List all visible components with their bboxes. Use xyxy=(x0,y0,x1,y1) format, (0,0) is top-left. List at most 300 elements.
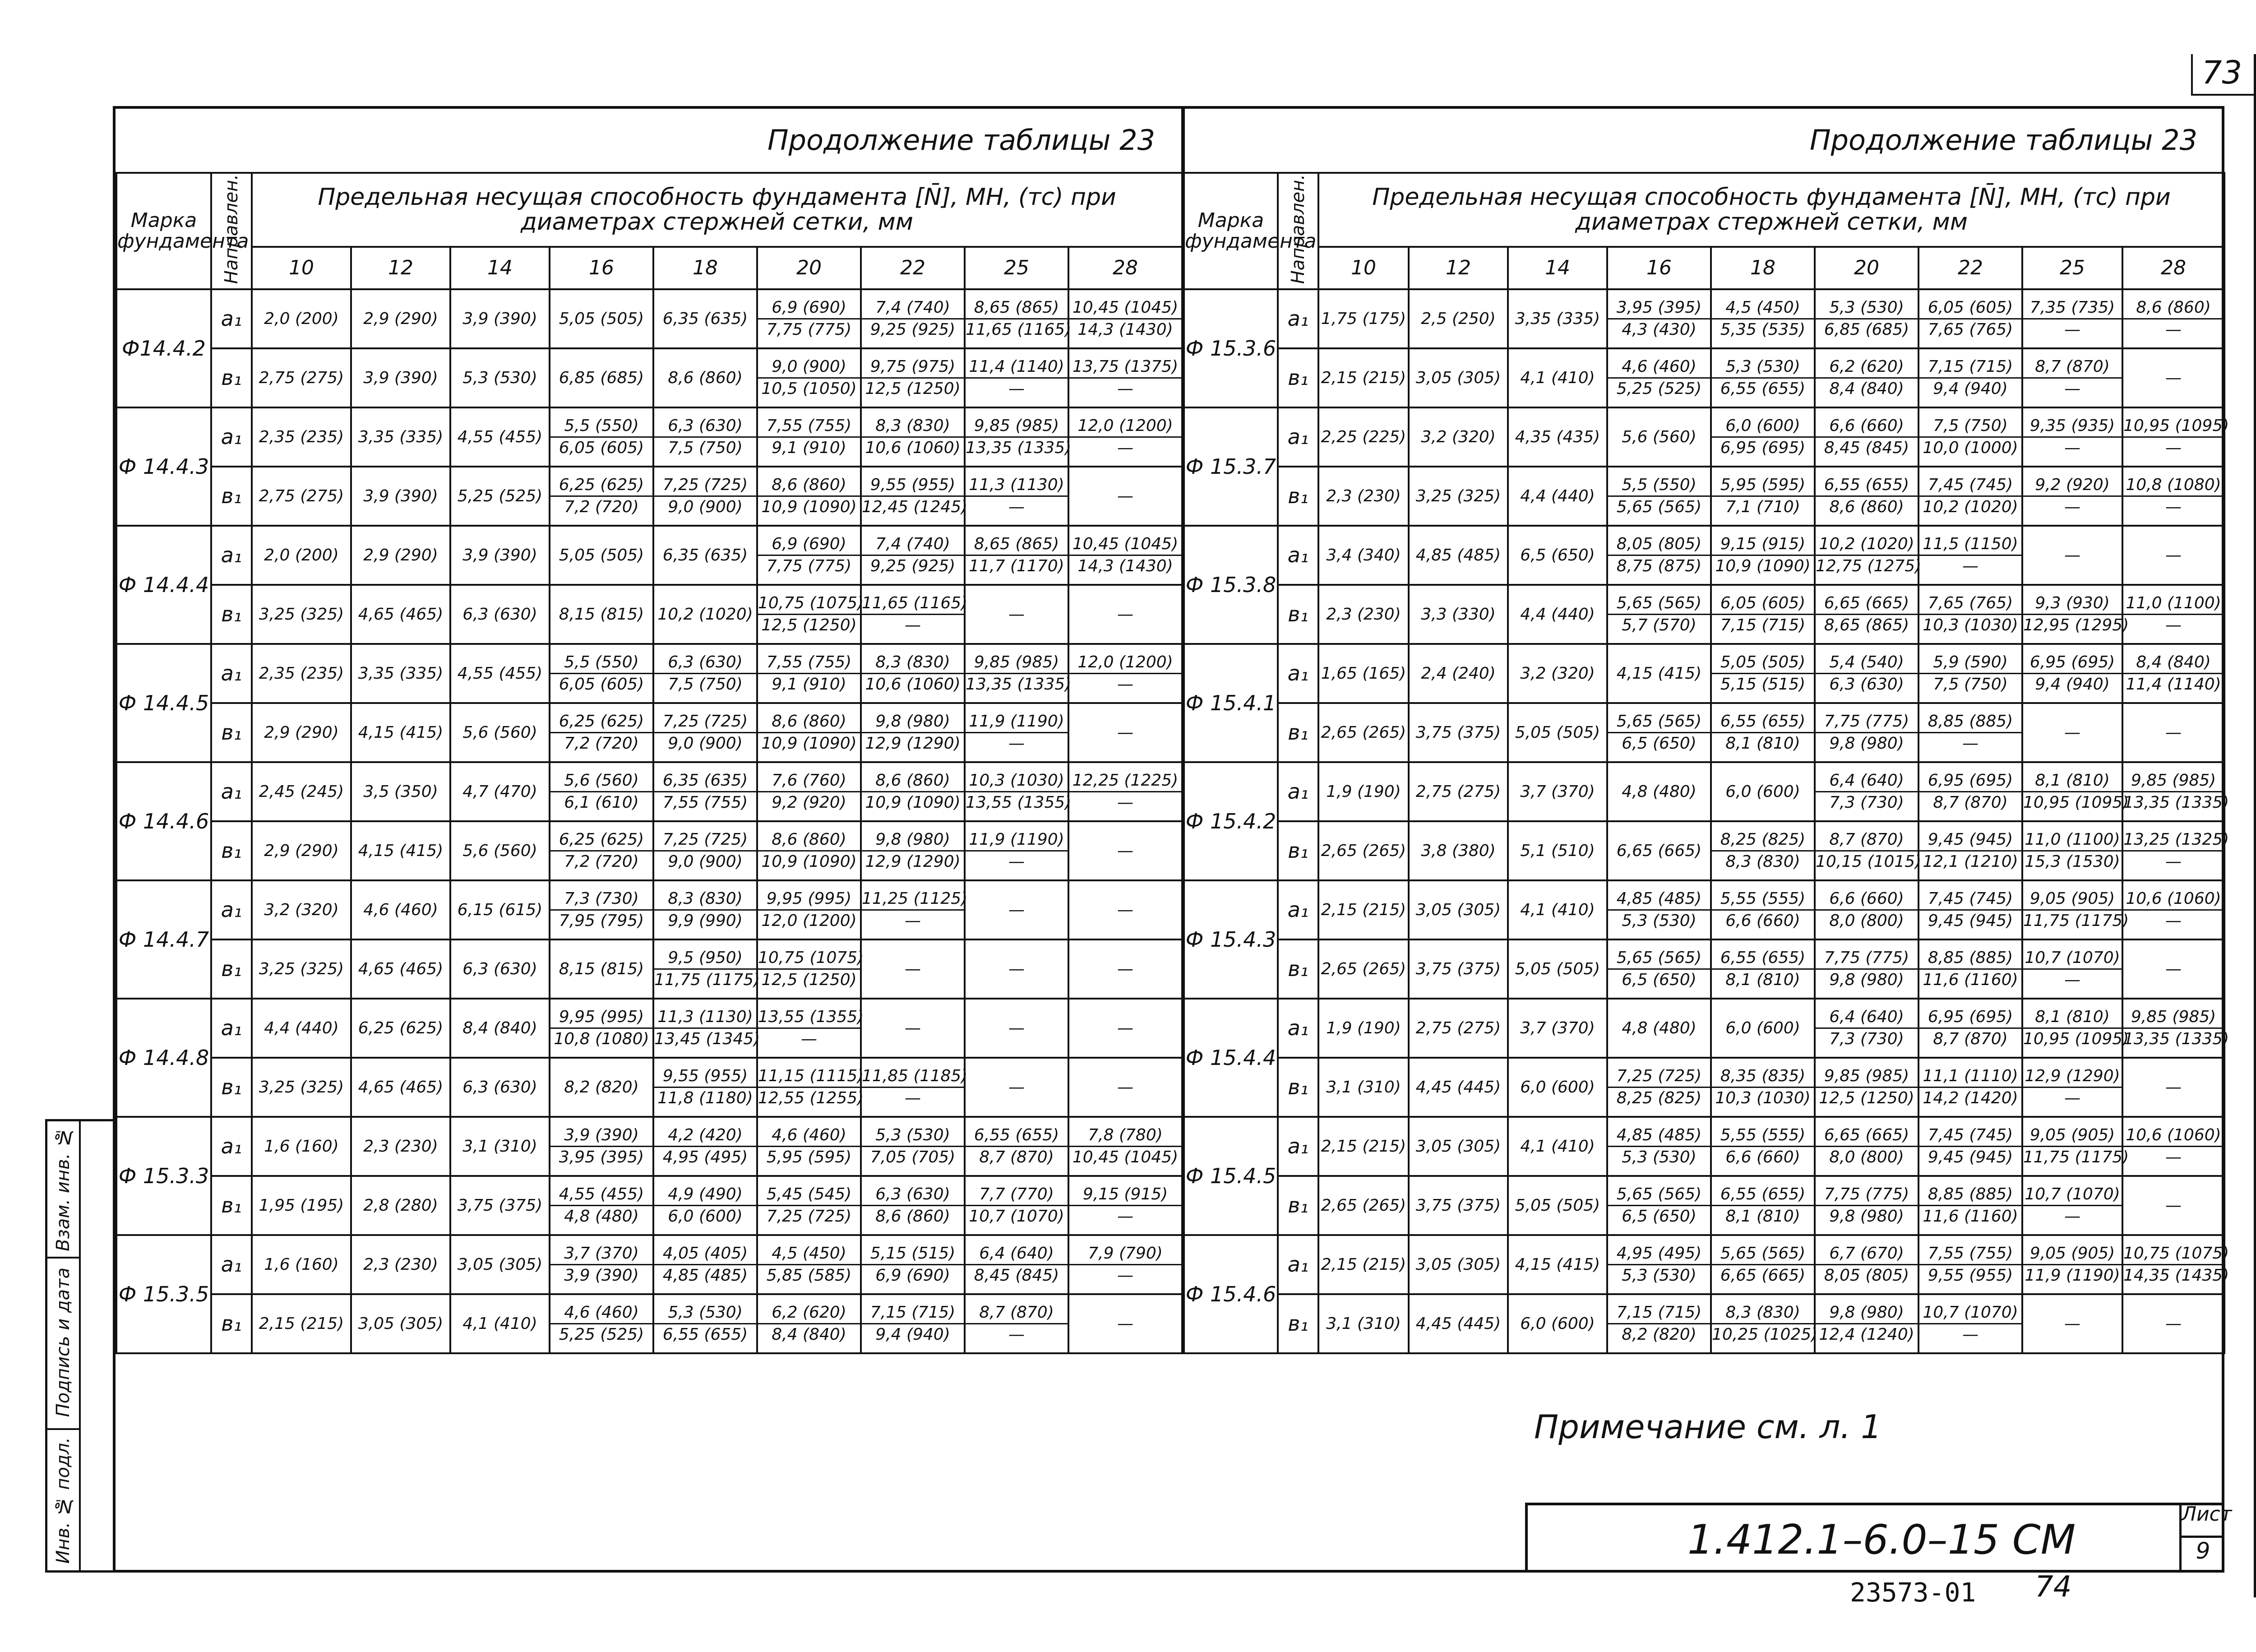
capacity-value-lower: 9,0 (900) xyxy=(668,498,743,516)
capacity-value-lower: 7,2 (720) xyxy=(564,852,639,871)
capacity-value-upper: 7,65 (765) xyxy=(1919,595,2021,615)
capacity-value-upper: 6,95 (695) xyxy=(2023,654,2122,674)
table-row xyxy=(1183,703,2224,762)
capacity-cell: 2,15 (215) xyxy=(1318,880,1409,939)
table-row xyxy=(1183,348,2224,407)
capacity-cell xyxy=(965,762,1072,821)
table-row xyxy=(116,1117,1182,1176)
capacity-value-lower: 9,4 (940) xyxy=(2035,675,2110,694)
direction-cell: а₁ xyxy=(211,644,252,703)
capacity-cell: 3,35 (335) xyxy=(351,407,450,467)
capacity-value-lower: — xyxy=(2165,320,2182,339)
capacity-cell xyxy=(965,703,1068,762)
capacity-cell: 6,0 (600) xyxy=(1711,999,1815,1058)
capacity-cell xyxy=(1607,939,1711,999)
capacity-cell: 2,65 (265) xyxy=(1318,821,1409,880)
capacity-value-upper: 7,35 (735) xyxy=(2023,299,2122,319)
foundation-mark: Ф 15.3.8 xyxy=(1183,526,1278,644)
capacity-cell xyxy=(2122,644,2224,703)
capacity-value-lower: 10,0 (1000) xyxy=(1923,439,2018,457)
capacity-cell: 4,65 (465) xyxy=(351,1058,450,1117)
capacity-value-lower: 6,6 (660) xyxy=(1725,912,1800,930)
capacity-cell xyxy=(1068,407,1182,467)
direction-cell: а₁ xyxy=(211,999,252,1058)
capacity-cell xyxy=(1607,526,1711,585)
capacity-value-upper: 8,7 (870) xyxy=(2023,358,2122,379)
capacity-cell xyxy=(1607,585,1711,644)
table-row xyxy=(1183,880,2224,939)
capacity-cell: 6,3 (630) xyxy=(450,939,550,999)
capacity-value-upper: 9,55 (955) xyxy=(654,1068,756,1088)
capacity-cell xyxy=(861,762,965,821)
capacity-value-upper: 10,75 (1075) xyxy=(758,595,860,615)
capacity-value-lower: 12,5 (1250) xyxy=(1819,1089,1914,1107)
capacity-cell: 6,5 (650) xyxy=(1508,526,1607,585)
capacity-cell xyxy=(757,348,861,407)
capacity-cell: 4,45 (445) xyxy=(1409,1294,1508,1353)
direction-cell: а₁ xyxy=(1278,289,1318,348)
capacity-cell: 4,1 (410) xyxy=(450,1294,550,1353)
capacity-cell xyxy=(2022,999,2129,1058)
capacity-cell xyxy=(1919,821,2022,880)
capacity-cell: 3,2 (320) xyxy=(1508,644,1607,703)
capacity-value-lower: 8,7 (870) xyxy=(1933,793,2008,812)
capacity-value-upper: 5,4 (540) xyxy=(1816,654,1918,674)
capacity-cell xyxy=(1815,1058,1919,1117)
capacity-value-lower: 5,35 (535) xyxy=(1720,320,1806,339)
capacity-cell xyxy=(1068,644,1182,703)
capacity-cell xyxy=(1068,526,1182,585)
capacity-cell xyxy=(965,289,1072,348)
capacity-value-lower: 9,25 (925) xyxy=(870,557,956,575)
direction-cell: а₁ xyxy=(1278,407,1318,467)
capacity-value-lower: 10,9 (1090) xyxy=(761,734,857,753)
capacity-value-lower: 12,0 (1200) xyxy=(761,912,857,930)
capacity-value-upper: 4,95 (495) xyxy=(1608,1245,1710,1265)
capacity-value-lower: 7,15 (715) xyxy=(1720,616,1806,634)
capacity-cell: 3,8 (380) xyxy=(1409,821,1508,880)
table-row xyxy=(1183,585,2224,644)
capacity-cell: 4,4 (440) xyxy=(252,999,351,1058)
capacity-value-upper: 9,3 (930) xyxy=(2023,595,2122,615)
capacity-value-upper: 11,85 (1185) xyxy=(862,1068,964,1088)
capacity-value-upper: 7,5 (750) xyxy=(1919,417,2021,438)
capacity-cell: 3,35 (335) xyxy=(1508,289,1607,348)
capacity-cell: — xyxy=(1068,999,1182,1058)
capacity-cell: 2,15 (215) xyxy=(1318,348,1409,407)
capacity-cell xyxy=(861,1294,965,1353)
capacity-value-upper: 10,2 (1020) xyxy=(1816,536,1918,556)
capacity-cell xyxy=(757,407,861,467)
capacity-cell xyxy=(1711,1176,1815,1235)
capacity-cell: 4,15 (415) xyxy=(1607,644,1711,703)
capacity-cell xyxy=(1711,526,1815,585)
direction-cell: в₁ xyxy=(1278,821,1318,880)
capacity-cell xyxy=(757,644,861,703)
capacity-cell: 6,25 (625) xyxy=(351,999,450,1058)
capacity-value-lower: — xyxy=(1117,439,1134,457)
direction-cell: а₁ xyxy=(211,526,252,585)
capacity-value-upper: 6,4 (640) xyxy=(1816,772,1918,792)
capacity-value-lower: 9,2 (920) xyxy=(772,793,846,812)
capacity-cell xyxy=(550,1117,653,1176)
capacity-value-lower: 7,3 (730) xyxy=(1829,793,1904,812)
capacity-cell: 2,25 (225) xyxy=(1318,407,1409,467)
capacity-cell: 3,25 (325) xyxy=(252,939,351,999)
capacity-value-lower: 5,65 (565) xyxy=(1616,498,1702,516)
capacity-cell: 5,1 (510) xyxy=(1508,821,1607,880)
capacity-value-upper: 5,65 (565) xyxy=(1608,1186,1710,1206)
capacity-value-upper: 9,15 (915) xyxy=(1712,536,1814,556)
capacity-cell xyxy=(1711,1117,1815,1176)
capacity-cell: 4,55 (455) xyxy=(450,407,550,467)
capacity-cell: 3,05 (305) xyxy=(450,1235,550,1294)
capacity-value-upper: 3,95 (395) xyxy=(1608,299,1710,319)
capacity-cell: 2,5 (250) xyxy=(1409,289,1508,348)
table-row xyxy=(116,526,1182,585)
left-table-body xyxy=(116,289,1182,1353)
capacity-value-lower: — xyxy=(2165,912,2182,930)
capacity-cell xyxy=(2022,585,2129,644)
capacity-cell: 5,3 (530) xyxy=(450,348,550,407)
direction-header: Направлен. xyxy=(1278,173,1318,289)
direction-cell: в₁ xyxy=(211,467,252,526)
capacity-value-upper: 6,2 (620) xyxy=(1816,358,1918,379)
capacity-cell xyxy=(965,348,1068,407)
diameter-header: 22 xyxy=(861,247,965,289)
capacity-value-lower: 8,1 (810) xyxy=(1725,734,1800,753)
table-row xyxy=(116,348,1182,407)
capacity-cell xyxy=(965,407,1072,467)
capacity-cell xyxy=(2122,289,2224,348)
capacity-cell: — xyxy=(1068,585,1182,644)
capacity-value-lower: 6,5 (650) xyxy=(1622,734,1697,753)
note: Примечание см. л. 1 xyxy=(1534,1408,1882,1446)
capacity-value-lower: 9,1 (910) xyxy=(772,675,846,694)
capacity-value-upper: 11,25 (1125) xyxy=(862,890,964,911)
direction-cell: в₁ xyxy=(1278,467,1318,526)
capacity-cell xyxy=(757,289,861,348)
capacity-value-upper: 9,95 (995) xyxy=(550,1009,652,1029)
capacity-cell: 3,5 (350) xyxy=(351,762,450,821)
capacity-value-upper: 4,6 (460) xyxy=(1608,358,1710,379)
capacity-value-upper: 9,85 (985) xyxy=(2123,772,2224,792)
capacity-value-upper: 4,05 (405) xyxy=(654,1245,756,1265)
capacity-cell xyxy=(2022,1058,2122,1117)
capacity-cell xyxy=(757,703,861,762)
capacity-value-upper: 5,5 (550) xyxy=(550,654,652,674)
capacity-cell: 3,2 (320) xyxy=(252,880,351,939)
capacity-value-lower: 5,3 (530) xyxy=(1622,1148,1697,1166)
foundation-mark: Ф 15.3.3 xyxy=(116,1117,211,1235)
capacity-value-upper: 10,45 (1045) xyxy=(1069,299,1181,319)
capacity-value-upper: 9,85 (985) xyxy=(966,654,1068,674)
capacity-cell xyxy=(965,467,1068,526)
capacity-value-upper: 8,65 (865) xyxy=(966,536,1068,556)
capacity-value-upper: 9,85 (985) xyxy=(2123,1009,2224,1029)
capacity-cell xyxy=(1815,880,1919,939)
capacity-cell xyxy=(1919,467,2022,526)
capacity-cell xyxy=(965,526,1068,585)
capacity-value-upper: 5,6 (560) xyxy=(550,772,652,792)
capacity-cell: 5,6 (560) xyxy=(1607,407,1711,467)
direction-cell: а₁ xyxy=(1278,1117,1318,1176)
stamp-original-inv: Инв. № подл. xyxy=(47,1428,81,1573)
diameter-header: 10 xyxy=(1318,247,1409,289)
capacity-cell xyxy=(653,821,757,880)
direction-cell: а₁ xyxy=(1278,1235,1318,1294)
capacity-value-lower: 7,1 (710) xyxy=(1725,498,1800,516)
capacity-value-lower: — xyxy=(2165,1148,2182,1166)
capacity-value-upper: 5,3 (530) xyxy=(654,1304,756,1324)
capacity-value-upper: 6,95 (695) xyxy=(1919,1009,2021,1029)
capacity-cell xyxy=(965,1294,1068,1353)
capacity-cell xyxy=(653,1235,757,1294)
capacity-value-lower: 9,8 (980) xyxy=(1829,1207,1904,1226)
capacity-value-upper: 10,95 (1095) xyxy=(2123,417,2224,438)
capacity-value-lower: 8,65 (865) xyxy=(1824,616,1909,634)
capacity-value-upper: 6,65 (665) xyxy=(1816,1127,1918,1147)
capacity-cell xyxy=(1815,467,1919,526)
foundation-mark: Ф 14.4.8 xyxy=(116,999,211,1117)
capacity-value-lower: 12,5 (1250) xyxy=(865,379,961,398)
capacity-value-lower: 11,6 (1160) xyxy=(1923,1207,2018,1226)
page-number: 73 xyxy=(2191,54,2256,96)
capacity-value-upper: 12,9 (1290) xyxy=(2023,1068,2122,1088)
capacity-cell xyxy=(1711,467,1815,526)
capacity-value-upper: 9,85 (985) xyxy=(966,417,1068,438)
capacity-cell: 3,3 (330) xyxy=(1409,585,1508,644)
capacity-value-lower: — xyxy=(1008,1325,1025,1344)
capacity-cell: — xyxy=(2122,939,2224,999)
capacity-cell xyxy=(1711,407,1815,467)
capacity-value-upper: 4,6 (460) xyxy=(758,1127,860,1147)
capacity-cell: 3,1 (310) xyxy=(1318,1294,1409,1353)
capacity-cell xyxy=(757,762,861,821)
direction-cell: в₁ xyxy=(1278,348,1318,407)
archive-page: 74 xyxy=(2035,1570,2072,1604)
capacity-value-lower: 12,1 (1210) xyxy=(1923,852,2018,871)
capacity-value-upper: 11,3 (1130) xyxy=(966,477,1068,497)
capacity-value-upper: 4,85 (485) xyxy=(1608,1127,1710,1147)
diameter-header: 16 xyxy=(1607,247,1711,289)
direction-cell: а₁ xyxy=(1278,526,1318,585)
capacity-value-upper: 5,65 (565) xyxy=(1608,949,1710,970)
capacity-cell xyxy=(1068,1235,1182,1294)
capacity-value-lower: 14,3 (1430) xyxy=(1077,320,1173,339)
capacity-cell xyxy=(1919,585,2022,644)
capacity-value-lower: 11,75 (1175) xyxy=(2023,1148,2129,1166)
capacity-value-upper: 11,9 (1190) xyxy=(966,831,1068,851)
capacity-value-lower: 5,7 (570) xyxy=(1622,616,1697,634)
capacity-value-lower: 6,65 (665) xyxy=(1720,1266,1806,1285)
stamp-signature-date: Подпись и дата xyxy=(47,1257,81,1430)
capacity-cell: 2,65 (265) xyxy=(1318,939,1409,999)
capacity-cell: — xyxy=(1068,1294,1182,1353)
capacity-cell xyxy=(1068,348,1182,407)
capacity-value-upper: 8,4 (840) xyxy=(2123,654,2224,674)
capacity-value-upper: 4,9 (490) xyxy=(654,1186,756,1206)
capacity-value-upper: 8,6 (860) xyxy=(862,772,964,792)
capacity-value-lower: — xyxy=(1962,1325,1979,1344)
capacity-value-lower: 9,4 (940) xyxy=(1933,379,2008,398)
diameter-header-row xyxy=(1183,247,2224,289)
table-row xyxy=(116,407,1182,467)
capacity-cell xyxy=(1919,762,2022,821)
mark-header: Марка фундамента xyxy=(1183,173,1278,289)
left-caption: Продолжение таблицы 23 xyxy=(767,124,1156,157)
capacity-value-upper: 10,7 (1070) xyxy=(2023,949,2122,970)
capacity-cell xyxy=(2122,999,2229,1058)
capacity-value-lower: 7,25 (725) xyxy=(766,1207,852,1226)
capacity-cell: 2,3 (230) xyxy=(351,1117,450,1176)
capacity-value-upper: 12,0 (1200) xyxy=(1069,417,1181,438)
capacity-cell xyxy=(2022,821,2122,880)
capacity-value-lower: 7,2 (720) xyxy=(564,498,639,516)
table-row xyxy=(116,821,1182,880)
capacity-value-lower: 10,9 (1090) xyxy=(761,852,857,871)
capacity-value-lower: 9,45 (945) xyxy=(1928,1148,2013,1166)
capacity-cell: — xyxy=(1068,1058,1182,1117)
capacity-cell xyxy=(653,703,757,762)
capacity-cell: 2,65 (265) xyxy=(1318,1176,1409,1235)
capacity-value-lower: 10,8 (1080) xyxy=(554,1030,649,1048)
capacity-cell xyxy=(2122,1117,2224,1176)
capacity-value-lower: 10,7 (1070) xyxy=(969,1207,1064,1226)
capacity-value-upper: 13,75 (1375) xyxy=(1069,358,1181,379)
capacity-value-lower: 7,5 (750) xyxy=(668,439,743,457)
capacity-value-lower: 10,5 (1050) xyxy=(761,379,857,398)
capacity-value-upper: 7,25 (725) xyxy=(654,831,756,851)
capacity-cell xyxy=(1711,880,1815,939)
capacity-value-lower: 12,55 (1255) xyxy=(758,1089,864,1107)
capacity-cell xyxy=(1815,1294,1919,1353)
capacity-value-lower: 5,25 (525) xyxy=(559,1325,644,1344)
capacity-cell: 3,1 (310) xyxy=(450,1117,550,1176)
capacity-cell xyxy=(1919,526,2022,585)
capacity-value-upper: 10,7 (1070) xyxy=(1919,1304,2021,1324)
capacity-cell: 2,15 (215) xyxy=(1318,1117,1409,1176)
capacity-cell xyxy=(757,999,864,1058)
capacity-value-upper: 6,4 (640) xyxy=(1816,1009,1918,1029)
capacity-value-upper: 7,15 (715) xyxy=(862,1304,964,1324)
diameter-header: 20 xyxy=(757,247,861,289)
capacity-value-upper: 8,05 (805) xyxy=(1608,536,1710,556)
capacity-cell xyxy=(1919,289,2022,348)
capacity-cell xyxy=(1711,1294,1818,1353)
capacity-value-lower: 9,45 (945) xyxy=(1928,912,2013,930)
capacity-cell xyxy=(1607,1176,1711,1235)
capacity-value-upper: 5,65 (565) xyxy=(1608,595,1710,615)
capacity-value-upper: 7,45 (745) xyxy=(1919,477,2021,497)
capacity-cell xyxy=(1815,1235,1919,1294)
capacity-cell: 6,85 (685) xyxy=(550,348,653,407)
capacity-cell xyxy=(1919,644,2022,703)
capacity-cell xyxy=(653,1176,757,1235)
capacity-cell: — xyxy=(965,939,1068,999)
diameter-header-row xyxy=(116,247,1182,289)
capacity-value-upper: 8,6 (860) xyxy=(758,477,860,497)
capacity-cell: 2,75 (275) xyxy=(1409,762,1508,821)
capacity-value-lower: 7,95 (795) xyxy=(559,912,644,930)
capacity-cell: 6,3 (630) xyxy=(450,585,550,644)
table-row xyxy=(1183,289,2224,348)
capacity-value-upper: 5,3 (530) xyxy=(862,1127,964,1147)
capacity-value-upper: 5,65 (565) xyxy=(1712,1245,1814,1265)
capacity-cell xyxy=(1919,407,2022,467)
capacity-cell: — xyxy=(861,999,965,1058)
table-row xyxy=(116,1058,1182,1117)
capacity-value-upper: 11,1 (1110) xyxy=(1919,1068,2021,1088)
capacity-cell xyxy=(757,1294,861,1353)
table-row xyxy=(116,1294,1182,1353)
diameter-header: 18 xyxy=(653,247,757,289)
table-row xyxy=(1183,1176,2224,1235)
capacity-value-upper: 6,2 (620) xyxy=(758,1304,860,1324)
capacity-cell xyxy=(1711,289,1815,348)
capacity-value-lower: 8,4 (840) xyxy=(1829,379,1904,398)
capacity-value-upper: 7,9 (790) xyxy=(1069,1245,1181,1265)
capacity-value-upper: 6,55 (655) xyxy=(1712,949,1814,970)
capacity-value-upper: 7,3 (730) xyxy=(550,890,652,911)
capacity-value-lower: — xyxy=(1962,734,1979,753)
capacity-value-lower: 6,85 (685) xyxy=(1824,320,1909,339)
capacity-cell: — xyxy=(2122,703,2224,762)
capacity-value-lower: 11,4 (1140) xyxy=(2126,675,2221,694)
capacity-value-lower: — xyxy=(2165,498,2182,516)
capacity-value-lower: — xyxy=(1117,1207,1134,1226)
capacity-value-upper: 8,35 (835) xyxy=(1712,1068,1814,1088)
capacity-cell: — xyxy=(2122,1176,2224,1235)
capacity-cell xyxy=(2022,467,2122,526)
capacity-cell: 2,75 (275) xyxy=(1409,999,1508,1058)
capacity-value-lower: 14,2 (1420) xyxy=(1923,1089,2018,1107)
capacity-cell: — xyxy=(1068,467,1182,526)
capacity-value-lower: — xyxy=(905,912,921,930)
capacity-value-lower: 10,45 (1045) xyxy=(1072,1148,1179,1166)
capacity-value-upper: 4,85 (485) xyxy=(1608,890,1710,911)
capacity-cell xyxy=(550,821,653,880)
capacity-value-lower: 8,7 (870) xyxy=(979,1148,1054,1166)
diameter-header: 22 xyxy=(1919,247,2022,289)
right-table-body xyxy=(1183,289,2229,1353)
capacity-cell: 3,25 (325) xyxy=(252,1058,351,1117)
capacity-value-upper: 5,5 (550) xyxy=(1608,477,1710,497)
table-row xyxy=(116,703,1182,762)
capacity-value-lower: 12,9 (1290) xyxy=(865,852,961,871)
capacity-header: Предельная несущая способность фундамента [N̄], МН, (тс) при диаметрах стержней сетки, мм xyxy=(1318,173,2224,247)
capacity-cell: 4,35 (435) xyxy=(1508,407,1607,467)
capacity-cell xyxy=(1068,762,1182,821)
capacity-cell xyxy=(653,939,760,999)
capacity-cell xyxy=(1815,821,1922,880)
capacity-cell xyxy=(861,467,968,526)
capacity-value-upper: 5,55 (555) xyxy=(1712,1127,1814,1147)
foundation-mark: Ф 15.4.4 xyxy=(1183,999,1278,1117)
capacity-value-lower: 9,9 (990) xyxy=(668,912,743,930)
document-number: 1.412.1–6.0–15 СМ xyxy=(1687,1516,2076,1564)
capacity-value-lower: 5,85 (585) xyxy=(766,1266,852,1285)
capacity-value-upper: 7,75 (775) xyxy=(1816,1186,1918,1206)
capacity-cell xyxy=(653,467,757,526)
capacity-cell xyxy=(550,703,653,762)
capacity-cell: 3,9 (390) xyxy=(351,348,450,407)
capacity-value-upper: 11,9 (1190) xyxy=(966,713,1068,733)
capacity-value-upper: 10,8 (1080) xyxy=(2123,477,2224,497)
capacity-cell xyxy=(550,1176,653,1235)
capacity-value-upper: 7,55 (755) xyxy=(758,654,860,674)
capacity-value-upper: 6,65 (665) xyxy=(1816,595,1918,615)
